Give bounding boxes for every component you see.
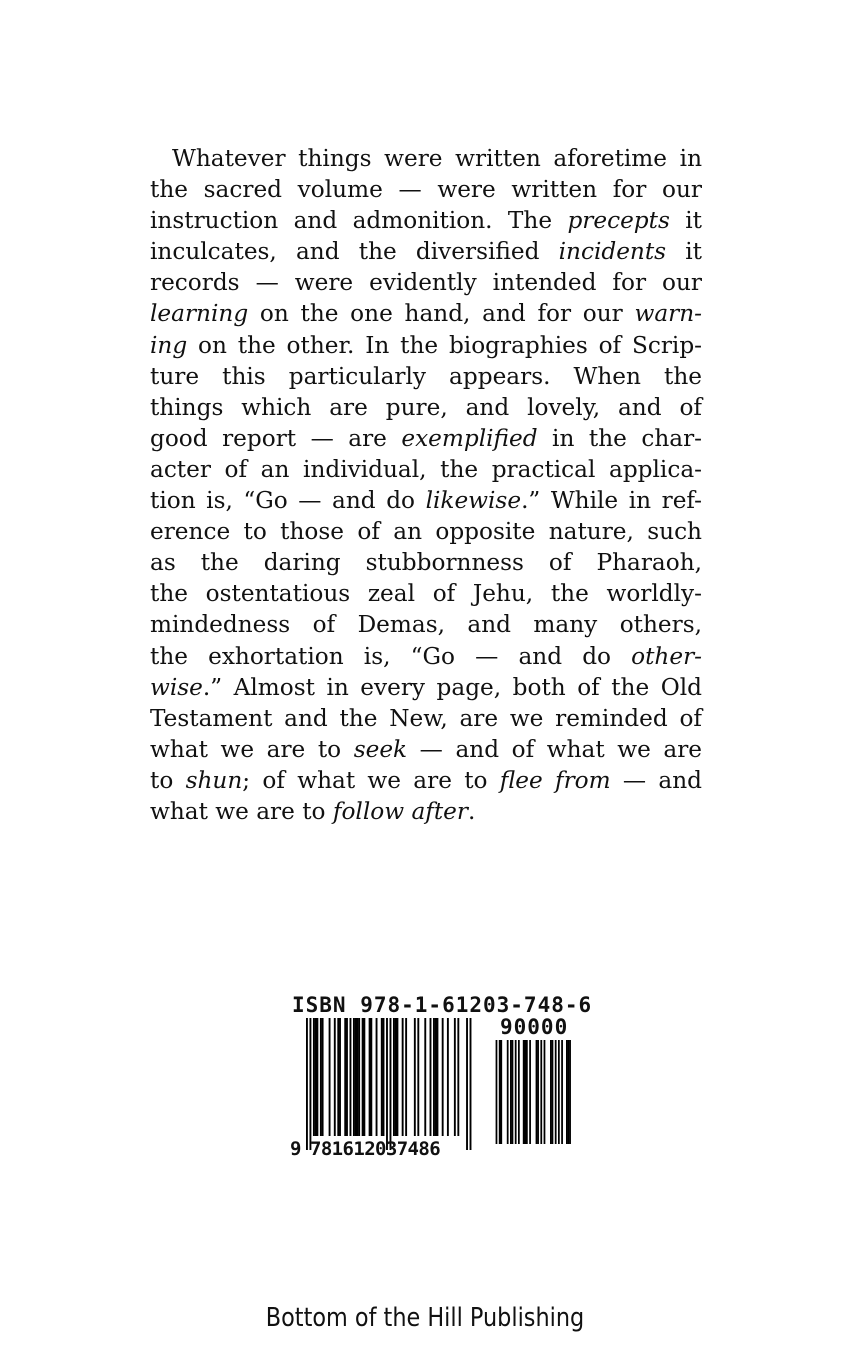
text-line [150, 236, 702, 267]
text-segment: — and [610, 766, 702, 794]
text-line [150, 298, 702, 329]
barcode-bar [454, 1018, 456, 1136]
text-line [150, 796, 702, 827]
addon-bar [555, 1040, 557, 1144]
addon-bar [536, 1040, 538, 1144]
text-segment: good report — are [150, 424, 402, 452]
barcode-bar [313, 1018, 315, 1136]
text-segment: tion is, “Go — and do [150, 487, 426, 515]
addon-bar [510, 1040, 512, 1144]
barcode-bar [315, 1018, 317, 1136]
text-segment: what we are to [150, 797, 333, 825]
text-segment: mindedness of Demas, and many others, [150, 611, 702, 639]
addon-bar [552, 1040, 554, 1144]
italic-phrase: seek [353, 735, 408, 763]
barcode-bar [369, 1018, 371, 1136]
barcode-bar [442, 1018, 444, 1136]
addon-bar [507, 1040, 509, 1144]
barcode-bar [358, 1018, 360, 1136]
barcode-bar [437, 1018, 439, 1136]
italic-phrase: other- [631, 642, 702, 670]
text-line [150, 578, 702, 609]
barcode-bar [393, 1018, 395, 1136]
barcode-bar [350, 1018, 352, 1136]
addon-bar [569, 1040, 571, 1144]
italic-phrase: learning [150, 300, 249, 328]
barcode-bar [383, 1018, 385, 1136]
text-line [150, 734, 702, 765]
barcode-bar [309, 1018, 311, 1150]
addon-bar [550, 1040, 552, 1144]
text-segment: it [666, 238, 702, 266]
barcode-bar [395, 1018, 397, 1136]
barcode-bar [381, 1018, 383, 1136]
text-line [150, 516, 702, 547]
text-line [150, 547, 702, 578]
barcode-bar [376, 1018, 378, 1136]
text-segment: .” While in ref- [521, 487, 703, 515]
addon-bar [544, 1040, 546, 1144]
italic-phrase: ing [150, 331, 188, 359]
barcode-bar [320, 1018, 322, 1136]
text-line [150, 392, 702, 423]
text-segment: .” Almost in every page, both of the Old [202, 673, 702, 701]
barcode-bar [457, 1018, 459, 1136]
italic-phrase: follow after [332, 797, 468, 825]
text-line [150, 703, 702, 734]
addon-bar [518, 1040, 520, 1144]
barcode-bar [344, 1018, 346, 1136]
ean-digits: 781612037486 [310, 1138, 441, 1160]
barcode-bar [337, 1018, 339, 1136]
text-segment: on the one hand, and for our [248, 300, 635, 328]
text-segment: — and of what we are [407, 735, 702, 763]
back-cover-blurb [150, 143, 702, 827]
addon-bar [526, 1040, 528, 1144]
text-segment: the exhortation is, “Go — and do [150, 642, 632, 670]
text-segment: . [467, 797, 476, 825]
addon-bar [568, 1040, 570, 1144]
barcode-bar [466, 1018, 468, 1150]
italic-phrase: likewise [425, 487, 522, 515]
text-segment: the sacred volume — were written for our [150, 176, 702, 204]
barcode-bar [396, 1018, 398, 1136]
barcode-bar [386, 1018, 388, 1150]
addon-bar [515, 1040, 517, 1144]
barcode-bar [424, 1018, 426, 1136]
addon-bar [537, 1040, 539, 1144]
text-segment: inculcates, and the diversified [150, 238, 559, 266]
barcode-bar [353, 1018, 355, 1136]
barcode-bar [322, 1018, 324, 1136]
italic-phrase: warn- [634, 300, 702, 328]
italic-phrase: exemplified [401, 424, 538, 452]
italic-phrase: precepts [567, 207, 670, 235]
barcode-bar [405, 1018, 407, 1136]
text-segment: ture this particularly appears. When the [150, 362, 702, 390]
addon-bar [523, 1040, 525, 1144]
italic-phrase: flee from [499, 766, 611, 794]
text-segment: things which are pure, and lovely, and of [150, 393, 702, 421]
barcode-bar [316, 1018, 318, 1136]
italic-phrase: shun [185, 766, 243, 794]
italic-phrase: incidents [558, 238, 667, 266]
barcode-bar [447, 1018, 449, 1136]
addon-bar [496, 1040, 498, 1144]
text-line [150, 423, 702, 454]
barcode-bar [430, 1018, 432, 1136]
addon-bar [524, 1040, 526, 1144]
text-segment: in the char- [537, 424, 702, 452]
text-segment: Whatever things were written aforetime in [172, 145, 702, 172]
price-code-label: 90000 [500, 1015, 569, 1039]
publisher-name: Bottom of the Hill Publishing [265, 1303, 585, 1333]
addon-bar [512, 1040, 514, 1144]
text-segment: instruction and admonition. The [150, 207, 568, 235]
text-segment: ; of what we are to [242, 766, 500, 794]
addon-bar [566, 1040, 568, 1144]
text-segment: as the daring stubbornness of Pharaoh, [150, 549, 702, 577]
addon-bar [561, 1040, 563, 1144]
barcode-bar [339, 1018, 341, 1136]
barcode-bar [414, 1018, 416, 1136]
text-segment: what we are to [150, 735, 354, 763]
text-line [150, 330, 702, 361]
text-segment: it [669, 207, 702, 235]
text-line [150, 765, 702, 796]
text-line [150, 205, 702, 236]
barcode-bar [470, 1018, 472, 1150]
barcode-bar [390, 1018, 392, 1150]
text-segment: to [150, 766, 186, 794]
addon-bar [529, 1040, 531, 1144]
addon-bar [500, 1040, 502, 1144]
barcode-bar [356, 1018, 358, 1136]
italic-phrase: wise [150, 673, 203, 701]
text-line [150, 609, 702, 640]
barcode-bar [355, 1018, 357, 1136]
addon-bar [540, 1040, 542, 1144]
text-line [150, 485, 702, 516]
addon-bar [499, 1040, 501, 1144]
text-segment: acter of an individual, the practical applica- [150, 455, 702, 483]
barcode-bar [346, 1018, 348, 1136]
text-line [150, 454, 702, 485]
barcode-bar [362, 1018, 364, 1136]
text-line [150, 361, 702, 392]
barcode-bar [370, 1018, 372, 1136]
text-segment: the ostentatious zeal of Jehu, the worldly- [150, 580, 702, 608]
text-line [150, 143, 702, 174]
text-line [150, 174, 702, 205]
barcode-bar [334, 1018, 336, 1136]
barcode-bar [402, 1018, 404, 1136]
barcode-bar [306, 1018, 308, 1150]
text-line [150, 672, 702, 703]
barcode-bar [363, 1018, 365, 1136]
barcode-bar [435, 1018, 437, 1136]
ean-first-digit: 9 [290, 1138, 302, 1160]
text-segment: Testament and the New, are we reminded of [150, 704, 702, 732]
barcode-bar [329, 1018, 331, 1136]
text-segment: records — were evidently intended for our [150, 269, 702, 297]
text-segment: erence to those of an opposite nature, such [150, 518, 702, 546]
isbn-barcode [288, 993, 593, 1164]
addon-bar [558, 1040, 560, 1144]
barcode-bar [433, 1018, 435, 1136]
isbn-label: ISBN 978-1-61203-748-6 [292, 993, 593, 1017]
barcode-bar [417, 1018, 419, 1136]
text-line [150, 267, 702, 298]
text-line [150, 641, 702, 672]
text-segment: on the other. In the biographies of Scrip- [187, 331, 702, 359]
